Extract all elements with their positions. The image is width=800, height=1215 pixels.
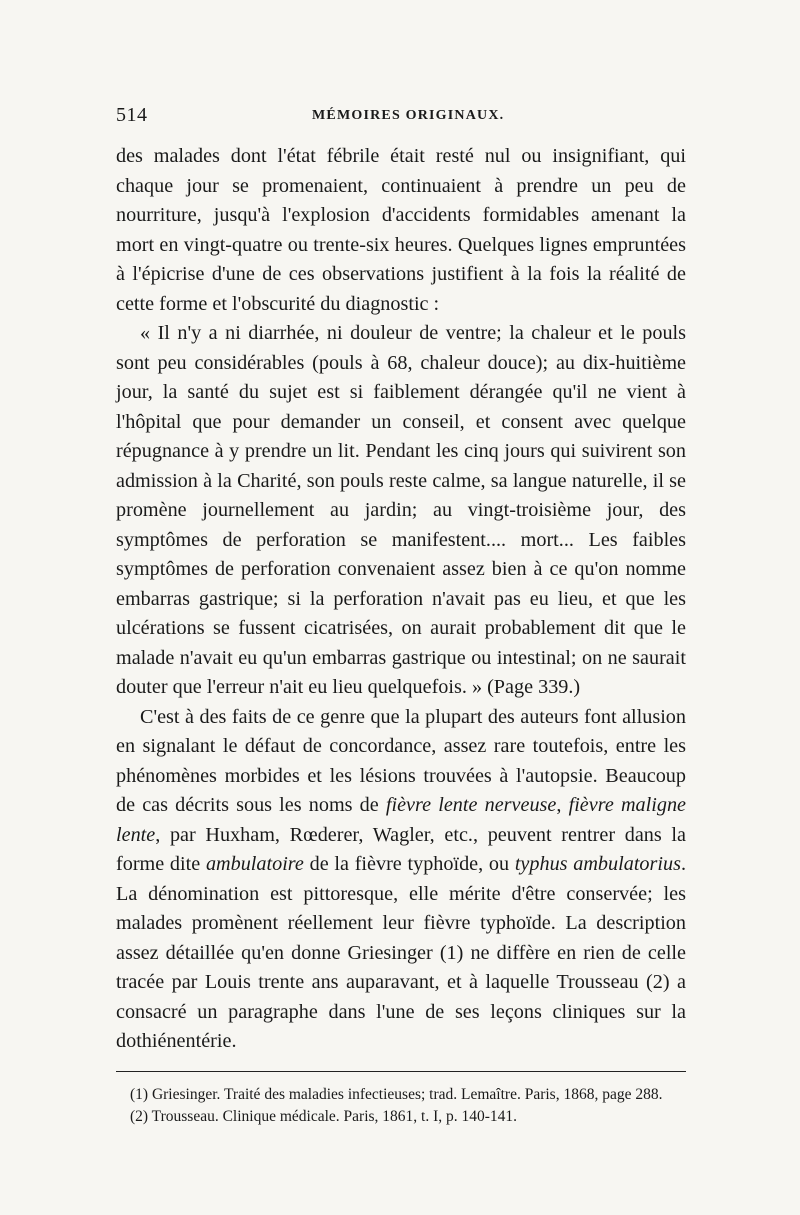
running-title: MÉMOIRES ORIGINAUX. xyxy=(312,108,505,123)
paragraph-1: des malades dont l'état fébrile était resté nul ou insignifiant, qui chaque jour se promenaient, continuaient à prendre un peu de nourriture, jusqu'à l'explosion d'accidents formidables amenant la mort en vingt-quatre ou trente-six heures. Quelques lignes empruntées à l'épicrise d'une de ces observations justifient à la fois la réalité de cette forme et l'obscurité du diagnostic : xyxy=(116,145,686,315)
page-number: 514 xyxy=(116,104,148,126)
paragraph-3-text-d: de la fièvre typhoïde, ou xyxy=(303,853,515,875)
paragraph-3-text-c: , par Huxham, Rœderer, Wagler, etc., peuvent rentrer dans la forme dite xyxy=(116,823,686,875)
paragraph-3-text-a: C'est à des faits de ce genre que la plupart des auteurs font allusion en signalant le défaut de concordance, assez rare toutefois, entre les phénomènes morbides et les lésions trouvées à l'autopsie. Beaucoup de cas décrits sous les noms de xyxy=(116,705,686,816)
paragraph-3-text-e: . La dénomination est pittoresque, elle mérite d'être conservée; les malades promènent réellement leur fièvre typhoïde. La description assez détaillée qu'en donne Griesinger (1) ne diffère en rien de celle tracée par Louis trente ans auparavant, et à laquelle Trousseau (2) a consacré un paragraphe dans l'une de ses leçons cliniques sur la dothiénentérie. xyxy=(116,853,686,1052)
footnote-1: (1) Griesinger. Traité des maladies infectieuses; trad. Lemaître. Paris, 1868, page 288. xyxy=(130,1085,663,1103)
book-page xyxy=(116,104,686,1128)
footnote-divider xyxy=(116,1071,686,1072)
footnote-2: (2) Trousseau. Clinique médicale. Paris, 1861, t. I, p. 140-141. xyxy=(130,1107,518,1125)
paragraph-3 xyxy=(116,703,686,1057)
term-fievre-maligne-lente: fièvre maligne lente xyxy=(116,794,686,846)
term-ambulatoire: ambulatoire xyxy=(205,853,304,875)
paragraph-2-quotation: « Il n'y a ni diarrhée, ni douleur de ventre; la chaleur et le pouls sont peu considérables (pouls à 68, chaleur douce); au dix-huitième jour, la santé du sujet est si faiblement dérangée qu'il ne vient à l'hôpital que pour demander un conseil, et consent avec quelque répugnance à y prendre un lit. Pendant les cinq jours qui suivirent son admission à la Charité, son pouls reste calme, sa langue naturelle, il se promène journellement au jardin; au vingt-troisième jour, des symptômes de perforation se manifestent.... mort... Les faibles symptômes de perforation convenaient assez bien à ce qu'on nomme embarras gastrique; si la perforation n'avait pas eu lieu, et que les ulcérations se fussent cicatrisées, on aurait probablement dit que le malade n'avait eu qu'un embarras gastrique ou intestinal; on ne saurait douter que l'erreur n'ait eu lieu quelquefois. » (Page 339.) xyxy=(116,322,686,698)
term-typhus-ambulatorius: typhus ambulatorius xyxy=(514,853,681,875)
paragraph-3-text-b: , xyxy=(556,794,569,816)
term-fievre-lente-nerveuse: fièvre lente nerveuse xyxy=(385,794,557,816)
running-head xyxy=(116,104,686,130)
body-text xyxy=(116,142,686,1057)
footnotes xyxy=(116,1084,686,1128)
